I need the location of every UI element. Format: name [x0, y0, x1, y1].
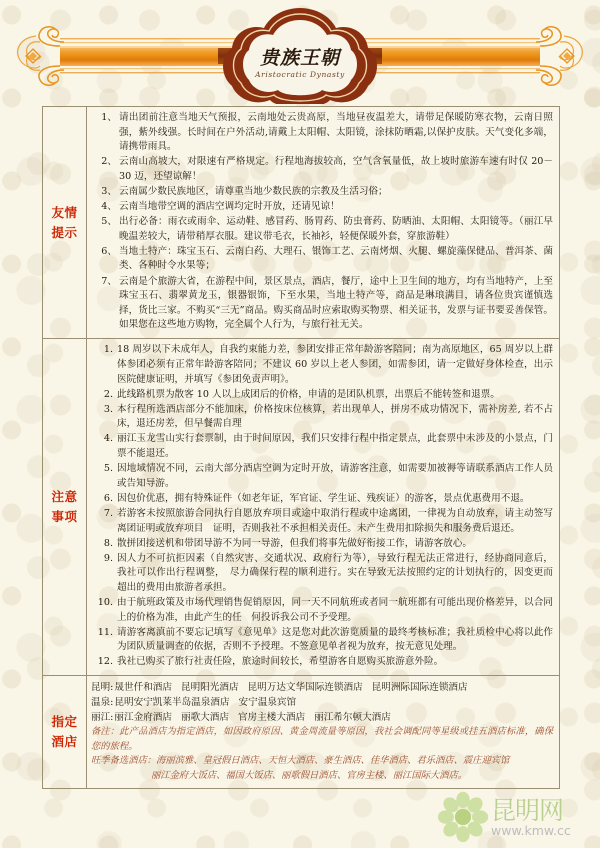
- item-number: 3.: [103, 403, 113, 415]
- item-text: 请出团前注意当地天气预报，云南地处云贵高原，当地昼夜温差大，请带足保暖防寒衣物，云南日照强，紫外线强。长时间在户外活动,请戴上太阳帽、太阳镜，涂抹防晒霜,以保护皮肤。天气变化多端，请携带雨具。: [119, 112, 553, 153]
- section-designated-hotels: [43, 676, 559, 788]
- hotel-name: 丽歌大酒店: [180, 712, 229, 724]
- watermark-url: www.kmw.cc: [491, 822, 571, 838]
- hotel-name: 昆明安宁凯莱半岛温泉酒店: [114, 697, 230, 709]
- section-notices: [43, 339, 559, 676]
- hotel-row: [91, 680, 553, 695]
- flower-logo-icon: [436, 790, 490, 844]
- list-item: [91, 388, 553, 403]
- item-text: 因包价优惠，拥有特殊证件（如老年证，军官证、学生证、残疾证）的游客，景点优惠费用不退。: [117, 492, 530, 504]
- list-item: [91, 552, 553, 596]
- item-text: 云南属少数民族地区，请尊重当地少数民族的宗教及生活习俗；: [119, 185, 388, 197]
- item-number: 4.: [103, 433, 113, 445]
- hotel-names: [114, 695, 553, 710]
- list-item: [91, 432, 553, 461]
- section-label-notices: [43, 339, 87, 675]
- item-text: 云南是个旅游大省，在游程中间，景区景点，酒店，餐厅，途中上卫生间的地方，均有当地特产，上至珠宝玉石、翡翠黄龙玉，银器银饰，下至水果，当地土特产等，商品是琳琅满目，请各位贵宾谨慎选择，货比三家。不购买“三无”商品。购买商品时应索取购买物票、相关证书，发票与证书要妥善保管。如果您在这些地方购物，完全属个人行为，与旅行社无关。: [119, 275, 553, 331]
- list-item: [91, 200, 553, 215]
- hotel-name: 安宁温泉宾馆: [238, 697, 297, 709]
- hotel-name: 昆明万达文华国际连锁酒店: [247, 682, 363, 694]
- section-friendly-tips: [43, 107, 559, 339]
- item-text: 当地土特产：珠宝玉石、云南白药、大理石、银饰工艺、云南烤烟、火腿、螺旋藻保健品、普洱茶、菌类、各种时令水果等；: [119, 245, 553, 272]
- list-item: [91, 492, 553, 507]
- item-number: 2、: [101, 156, 117, 168]
- item-text: 本行程所选酒店部分不能加床，价格按床位核算，若出现单人，拼房不成功情况下，需补房差, 若不占床，退还房差，但早餐需自理: [117, 403, 553, 430]
- item-number: 9.: [103, 552, 113, 564]
- item-text: 因人力不可抗拒因素（自然灾害、交通状况、政府行为等），导致行程无法正常进行，经协商同意后，我社可以作出行程调整， 尽力确保行程的顺利进行。实在导致无法按照约定的计划执行的，因变更而超出的费用由旅游者承担。: [117, 552, 553, 593]
- logo-medallion: [223, 8, 377, 104]
- site-watermark: [436, 788, 596, 846]
- list-item: [91, 655, 553, 670]
- watermark-text: [490, 797, 596, 838]
- section-content-friendly-tips: [87, 107, 559, 338]
- item-text: 我社已购买了旅行社责任险，旅途时间较长，希望游客自愿购买旅游意外险。: [117, 656, 444, 668]
- item-text: 出行必备：雨衣或雨伞、运动鞋、感冒药、肠胃药、防虫膏药、防晒油、太阳帽、太阳镜等。（丽江早晚温差较大，请带稍厚衣服。建议带毛衣，长袖衫，轻便保暖外套，穿旅游鞋）: [119, 216, 553, 242]
- list-item: [91, 155, 553, 184]
- hotel-names: [114, 710, 553, 725]
- item-text: 散拼团接送机和带团导游不为同一导游，但我们将事先做好衔接工作，请游客放心。: [117, 537, 472, 549]
- hotel-city: 温泉:: [91, 697, 114, 709]
- label-line-1: 指定: [51, 714, 78, 730]
- notices-list: [91, 343, 553, 670]
- item-number: 4、: [101, 201, 117, 213]
- item-text: 丽江玉龙雪山实行套票制，由于时间原因，我们只安排行程中指定景点，此套票中未涉及的小景点，门票不能退还。: [117, 433, 553, 460]
- item-number: 10.: [97, 597, 113, 608]
- item-number: 1.: [103, 344, 113, 356]
- hotel-name: 官房主楼大酒店: [237, 712, 306, 724]
- item-text: 若游客未按照旅游合同执行自愿放弃项目或途中取消行程或中途离团，一律视为自动放弃，请主动签写离团证明或放弃项目 证明，否则我社不承担相关责任。未产生费用扣除损失和服务费后退还。: [117, 507, 553, 534]
- label-line-2: 提示: [51, 224, 78, 240]
- item-text: 云南当地带空调的酒店空调均定时开放，还请见谅！: [119, 201, 340, 213]
- item-text: 由于航班政策及市场代理销售促销原因，同一天不同航班或者同一航班都有可能出现价格差异，以合同上的价格为准，由此产生的任 何投诉我公司不予受理。: [117, 597, 553, 623]
- item-number: 5、: [101, 216, 117, 228]
- item-number: 3、: [101, 185, 117, 197]
- hotel-list: [91, 680, 553, 783]
- list-item: [91, 111, 553, 155]
- item-number: 2.: [103, 388, 113, 400]
- hotel-name: 昆明阳光酒店: [180, 682, 239, 694]
- section-content-designated-hotels: [87, 676, 559, 788]
- list-item: [91, 596, 553, 625]
- label-line-1: 注意: [51, 489, 78, 505]
- peak-season-alt-line-2: 丽江金府大饭店、福国大饭店、丽歌假日酒店、官房主楼、丽江国际大酒店。: [151, 769, 468, 781]
- item-number: 1、: [101, 112, 117, 123]
- hotel-row: [91, 710, 553, 725]
- hotel-row: [91, 695, 553, 710]
- hotel-name: 晟世仟和酒店: [114, 682, 172, 694]
- list-item: [91, 215, 553, 244]
- logo-subtitle-text: Aristocratic Dynasty: [255, 70, 345, 79]
- peak-season-alt-hotels: [91, 754, 553, 783]
- list-item: [91, 185, 553, 200]
- list-item: [91, 537, 553, 552]
- item-number: 7.: [103, 507, 113, 519]
- peak-season-alt-line-1: 旺季备选酒店：海丽滨雅、皇冠假日酒店、天恒大酒店、豪生酒店、佳华酒店、君乐酒店、震庄迎宾馆: [91, 755, 510, 767]
- item-number: 6、: [101, 245, 117, 257]
- hotel-names: [114, 680, 553, 695]
- section-content-notices: [87, 339, 559, 675]
- info-table: [42, 106, 560, 789]
- item-text: 18 周岁以下未成年人，自我约束能力差，参团安排正常年龄游客陪同；南为高原地区，65 周岁以上群体参团必须有正常年龄游客陪同；不建议 60 岁以上老人参团，如需参团，请一定做好身体检查，出示医院健康证明，并填写《参团免责声明》。: [117, 344, 553, 385]
- watermark-site-name: 昆明网: [491, 795, 564, 825]
- label-line-1: 友情: [51, 204, 78, 220]
- tips-list: [91, 111, 553, 333]
- item-text: 因地域情况不同，云南大部分酒店空调为定时开放，请游客注意，如需要加被褥等请联系酒店工作人员或告知导游。: [117, 463, 553, 489]
- label-line-2: 酒店: [51, 734, 78, 750]
- list-item: [91, 507, 553, 536]
- item-number: 12.: [97, 656, 113, 668]
- item-number: 11.: [97, 626, 113, 638]
- item-number: 7、: [101, 275, 117, 287]
- item-text: 请游客离滇前不要忘记填写《意见单》这是您对此次游览质量的最终考核标准；我社质检中心将以此作为团队质量调查的依据，否则不予授理。不签意见单者视为放弃，按无意见处理。: [117, 626, 553, 653]
- item-number: 8.: [103, 537, 113, 549]
- list-item: [91, 343, 553, 387]
- list-item: [91, 403, 553, 432]
- item-text: 此线路机票为散客 10 人以上成团后的价格，申请的是团队机票，出票后不能转签和退票。: [117, 388, 500, 400]
- label-line-2: 事项: [51, 509, 78, 525]
- item-number: 5.: [103, 463, 113, 475]
- section-label-friendly-tips: [43, 107, 87, 338]
- header-banner: [0, 0, 600, 104]
- hotel-note: 备注：此产品酒店为指定酒店，如因政府原因、黄金周流量等原因，我社会调配同等星级或挂五酒店标准，确保您的旅程。: [91, 726, 553, 752]
- logo-title-text: 贵族王朝: [259, 47, 341, 69]
- hotel-name: 丽江希尔顿大酒店: [314, 712, 391, 724]
- item-text: 云南山高坡大，对限速有严格规定。行程地海拔较高，空气含氧量低，故上坡时旅游车速有时仅 20－30 迈，还望谅解！: [119, 156, 553, 182]
- item-number: 6.: [103, 492, 113, 504]
- hotel-city: 昆明:: [91, 682, 114, 694]
- section-label-designated-hotels: [43, 676, 87, 788]
- list-item: [91, 275, 553, 333]
- hotel-name: 丽江金府酒店: [114, 712, 172, 724]
- hotel-city: 丽江:: [91, 712, 114, 724]
- list-item: [91, 626, 553, 655]
- list-item: [91, 245, 553, 274]
- hotel-name: 昆明洲际国际连锁酒店: [371, 682, 468, 694]
- list-item: [91, 462, 553, 491]
